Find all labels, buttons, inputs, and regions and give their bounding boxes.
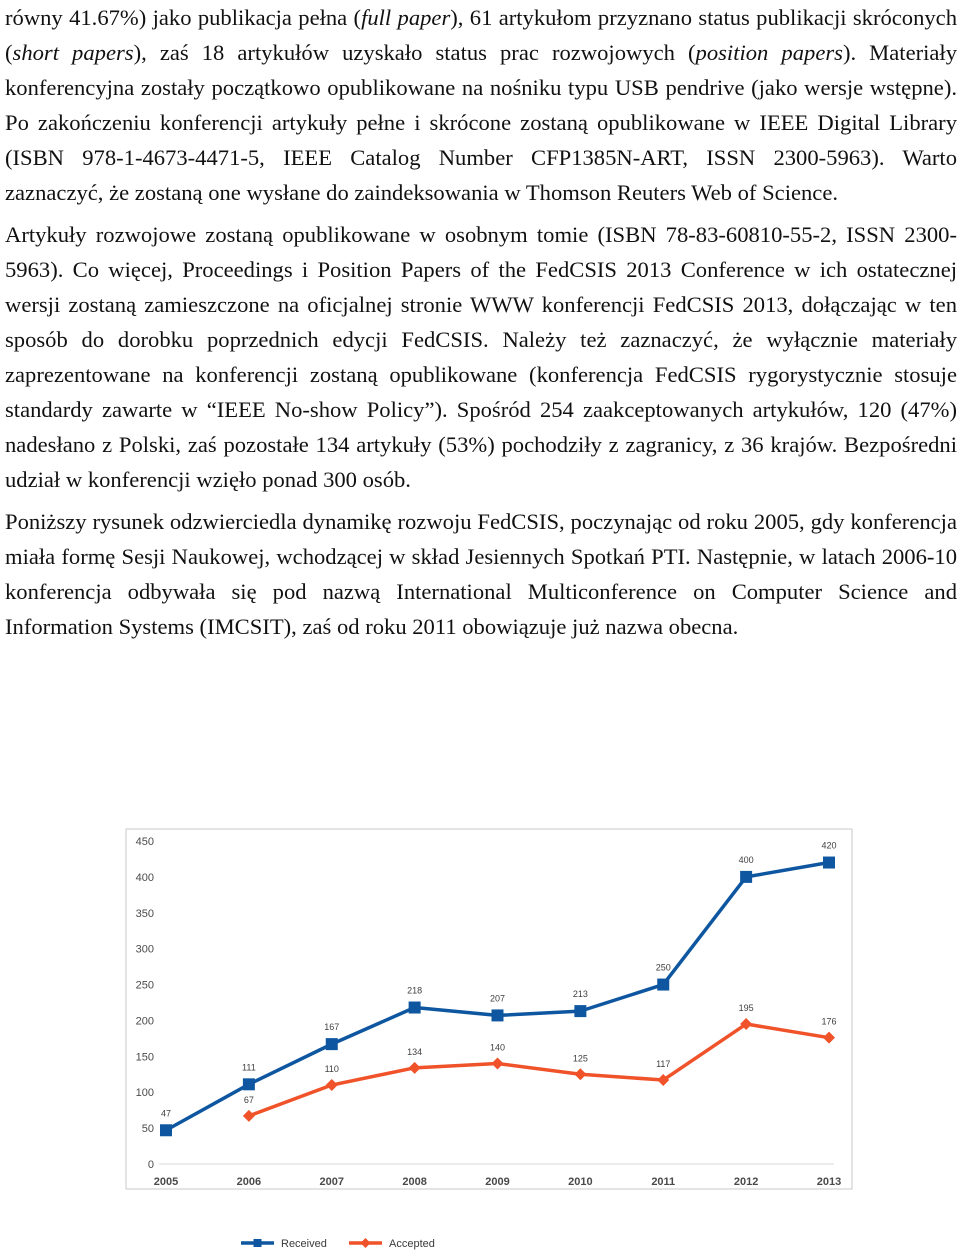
x-tick-label: 2011	[651, 1176, 676, 1188]
legend-marker	[361, 1238, 371, 1248]
data-label: 400	[738, 854, 754, 865]
x-tick-label: 2009	[485, 1176, 510, 1188]
data-point	[823, 1032, 835, 1044]
data-point	[409, 1002, 421, 1014]
data-label: 111	[242, 1062, 256, 1073]
data-point	[823, 857, 835, 869]
y-tick-label: 250	[135, 979, 154, 992]
italic-text-run: full paper	[361, 5, 451, 30]
x-tick-label: 2005	[153, 1176, 179, 1188]
paragraph-publication-status	[5, 0, 957, 210]
data-point	[492, 1009, 504, 1021]
data-label: 67	[243, 1094, 254, 1105]
text-run: ). Materiały konferencyjna zostały początkowo opublikowane na nośniku typu USB pendrive (jako wersje wstępne). Po zakończeniu konferencji artykuły pełne i skrócone zostaną opublikowane w IEEE Digital Library (ISBN 978-1-4673-4471-5, IEEE Catalog Number CFP1385N-ART, ISSN 2300-5963). Warto zaznaczyć, że zostaną one wysłane do zaindeksowania w Thomson Reuters Web of Science.	[5, 40, 958, 205]
data-label: 218	[407, 985, 423, 996]
x-tick-label: 2007	[319, 1176, 344, 1188]
text-run: ), 61 artykułom przyznano status publikacji skróconych (	[5, 5, 958, 65]
data-point	[492, 1058, 504, 1070]
italic-text-run: position papers	[695, 40, 843, 65]
x-tick-label: 2013	[816, 1176, 842, 1188]
data-point	[409, 1062, 421, 1074]
y-tick-label: 150	[135, 1051, 154, 1064]
y-tick-label: 0	[147, 1159, 154, 1171]
data-label: 420	[821, 840, 837, 851]
data-point	[243, 1110, 255, 1122]
data-point	[326, 1038, 338, 1050]
y-tick-label: 50	[141, 1123, 154, 1136]
data-point	[160, 1124, 172, 1136]
x-tick-label: 2010	[568, 1176, 593, 1188]
y-tick-label: 100	[135, 1087, 154, 1100]
data-label: 117	[656, 1059, 671, 1070]
x-tick-label: 2006	[236, 1176, 262, 1188]
data-label: 140	[489, 1042, 506, 1053]
text-run: ), zaś 18 artykułów uzyskało status prac rozwojowych (	[133, 40, 696, 65]
submissions-line-chart	[0, 820, 960, 1254]
y-tick-label: 200	[135, 1015, 154, 1028]
y-tick-label: 450	[135, 836, 154, 848]
legend-label: Accepted	[389, 1238, 435, 1250]
data-label: 125	[572, 1053, 588, 1064]
text-run: Artykuły rozwojowe zostaną opublikowane w osobnym tomie (ISBN 78-83-60810-55-2, ISSN 2300-5963). Co więcej, Proceedings i Position Papers of the FedCSIS 2013 Conference w ich ostatecznej wersji zostaną zamieszczone na oficjalnej stronie WWW konferencji FedCSIS 2013, dołączając w ten sposób do dorobku poprzednich edycji FedCSIS. Należy też zaznaczyć, że wyłącznie materiały zaprezentowane na konferencji zostaną opublikowane (konferencja FedCSIS rygorystycznie stosuje standardy zawarte w “IEEE No-show Policy”). Spośród 254 zaakceptowanych artykułów, 120 (47%) nadesłano z Polski, zaś pozostałe 134 artykuły (53%) pochodziły z zagranicy, z 36 krajów. Bezpośredni udział w konferencji wzięło ponad 300 osób.	[5, 222, 957, 492]
italic-text-run: short papers	[12, 40, 134, 65]
x-tick-label: 2008	[402, 1176, 427, 1188]
data-point	[243, 1078, 255, 1090]
y-tick-label: 350	[135, 907, 154, 920]
data-label: 110	[324, 1064, 339, 1075]
data-label: 207	[489, 993, 506, 1004]
data-label: 47	[160, 1108, 172, 1119]
y-tick-label: 300	[135, 943, 154, 956]
y-tick-label: 400	[135, 871, 154, 884]
data-label: 213	[572, 989, 588, 1000]
data-label: 134	[407, 1046, 423, 1057]
data-label: 195	[738, 1003, 754, 1014]
data-point	[574, 1068, 586, 1080]
document-page	[5, 0, 957, 644]
legend-label: Received	[281, 1238, 327, 1250]
data-point	[740, 871, 752, 883]
paragraph-fedcsis-history	[5, 504, 957, 644]
data-label: 167	[324, 1022, 340, 1033]
data-point	[326, 1079, 338, 1091]
paragraph-proceedings	[5, 217, 957, 497]
data-label: 176	[821, 1016, 837, 1027]
text-run: Poniższy rysunek odzwierciedla dynamikę rozwoju FedCSIS, poczynając od roku 2005, gdy konferencja miała formę Sesji Naukowej, wchodzącej w skład Jesiennych Spotkań PTI. Następnie, w latach 2006-10 konferencja odbywała się pod nazwą International Multiconference on Computer Science and Information Systems (IMCSIT), zaś od roku 2011 obowiązuje już nazwa obecna.	[5, 509, 957, 639]
legend-marker	[254, 1239, 262, 1247]
data-label: 250	[655, 962, 671, 973]
text-run: równy 41.67%) jako publikacja pełna (	[5, 5, 362, 30]
x-tick-label: 2012	[733, 1176, 759, 1188]
data-point	[657, 979, 669, 991]
data-point	[574, 1005, 586, 1017]
